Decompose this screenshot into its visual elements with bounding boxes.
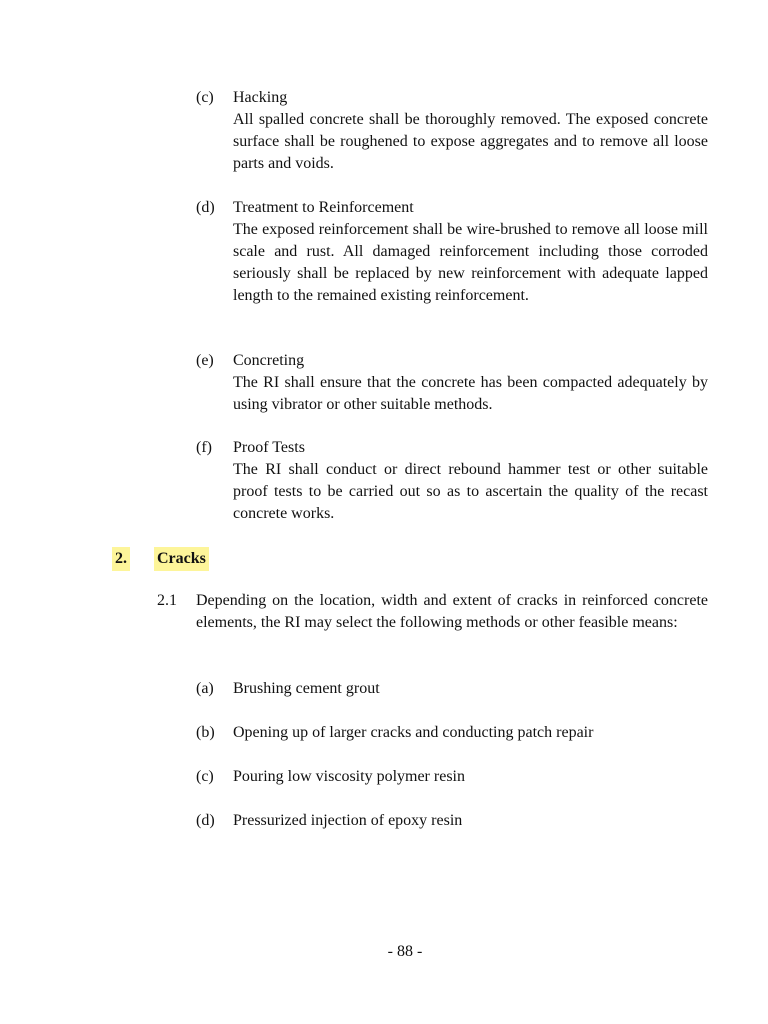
method-label: (d) bbox=[196, 812, 215, 829]
method-item bbox=[196, 810, 708, 832]
section-title: Cracks bbox=[154, 547, 209, 571]
method-item bbox=[196, 722, 708, 744]
item-title: Concreting bbox=[233, 352, 305, 369]
item-text: All spalled concrete shall be thoroughly removed. The exposed concrete surface shall be roughened to expose aggregates and to remove all loose parts and voids. bbox=[233, 111, 708, 172]
subsection-number: 2.1 bbox=[157, 592, 177, 609]
method-text: Opening up of larger cracks and conducting patch repair bbox=[233, 724, 594, 741]
method-text: Pouring low viscosity polymer resin bbox=[233, 768, 465, 785]
method-label: (b) bbox=[196, 724, 215, 741]
item-text: The exposed reinforcement shall be wire-brushed to remove all loose mill scale and rust. All damaged reinforcement including those corroded seriously shall be replaced by new reinforcement with adequate lapped length to the remained existing reinforcement. bbox=[233, 221, 708, 304]
item-concreting bbox=[196, 350, 708, 416]
item-proof-tests bbox=[196, 437, 708, 525]
method-item bbox=[196, 678, 708, 700]
item-label: (d) bbox=[196, 199, 215, 216]
item-treatment-to-reinforcement bbox=[196, 197, 708, 307]
page-number: - 88 - bbox=[387, 943, 423, 960]
method-text: Brushing cement grout bbox=[233, 680, 380, 697]
item-title: Hacking bbox=[233, 89, 288, 106]
item-label: (e) bbox=[196, 352, 214, 369]
item-text: The RI shall ensure that the concrete has been compacted adequately by using vibrator or other suitable methods. bbox=[233, 374, 708, 413]
subsection-text: Depending on the location, width and extent of cracks in reinforced concrete elements, the RI may select the following methods or other feasible means: bbox=[196, 592, 708, 631]
item-title: Treatment to Reinforcement bbox=[233, 199, 414, 216]
subsection bbox=[157, 590, 708, 634]
method-item bbox=[196, 766, 708, 788]
item-label: (f) bbox=[196, 439, 212, 456]
item-hacking bbox=[196, 87, 708, 175]
section-number: 2. bbox=[112, 547, 130, 571]
method-label: (a) bbox=[196, 680, 214, 697]
method-text: Pressurized injection of epoxy resin bbox=[233, 812, 463, 829]
item-label: (c) bbox=[196, 89, 214, 106]
item-title: Proof Tests bbox=[233, 439, 305, 456]
method-label: (c) bbox=[196, 768, 214, 785]
item-text: The RI shall conduct or direct rebound hammer test or other suitable proof tests to be carried out so as to ascertain the quality of the recast concrete works. bbox=[233, 461, 708, 522]
